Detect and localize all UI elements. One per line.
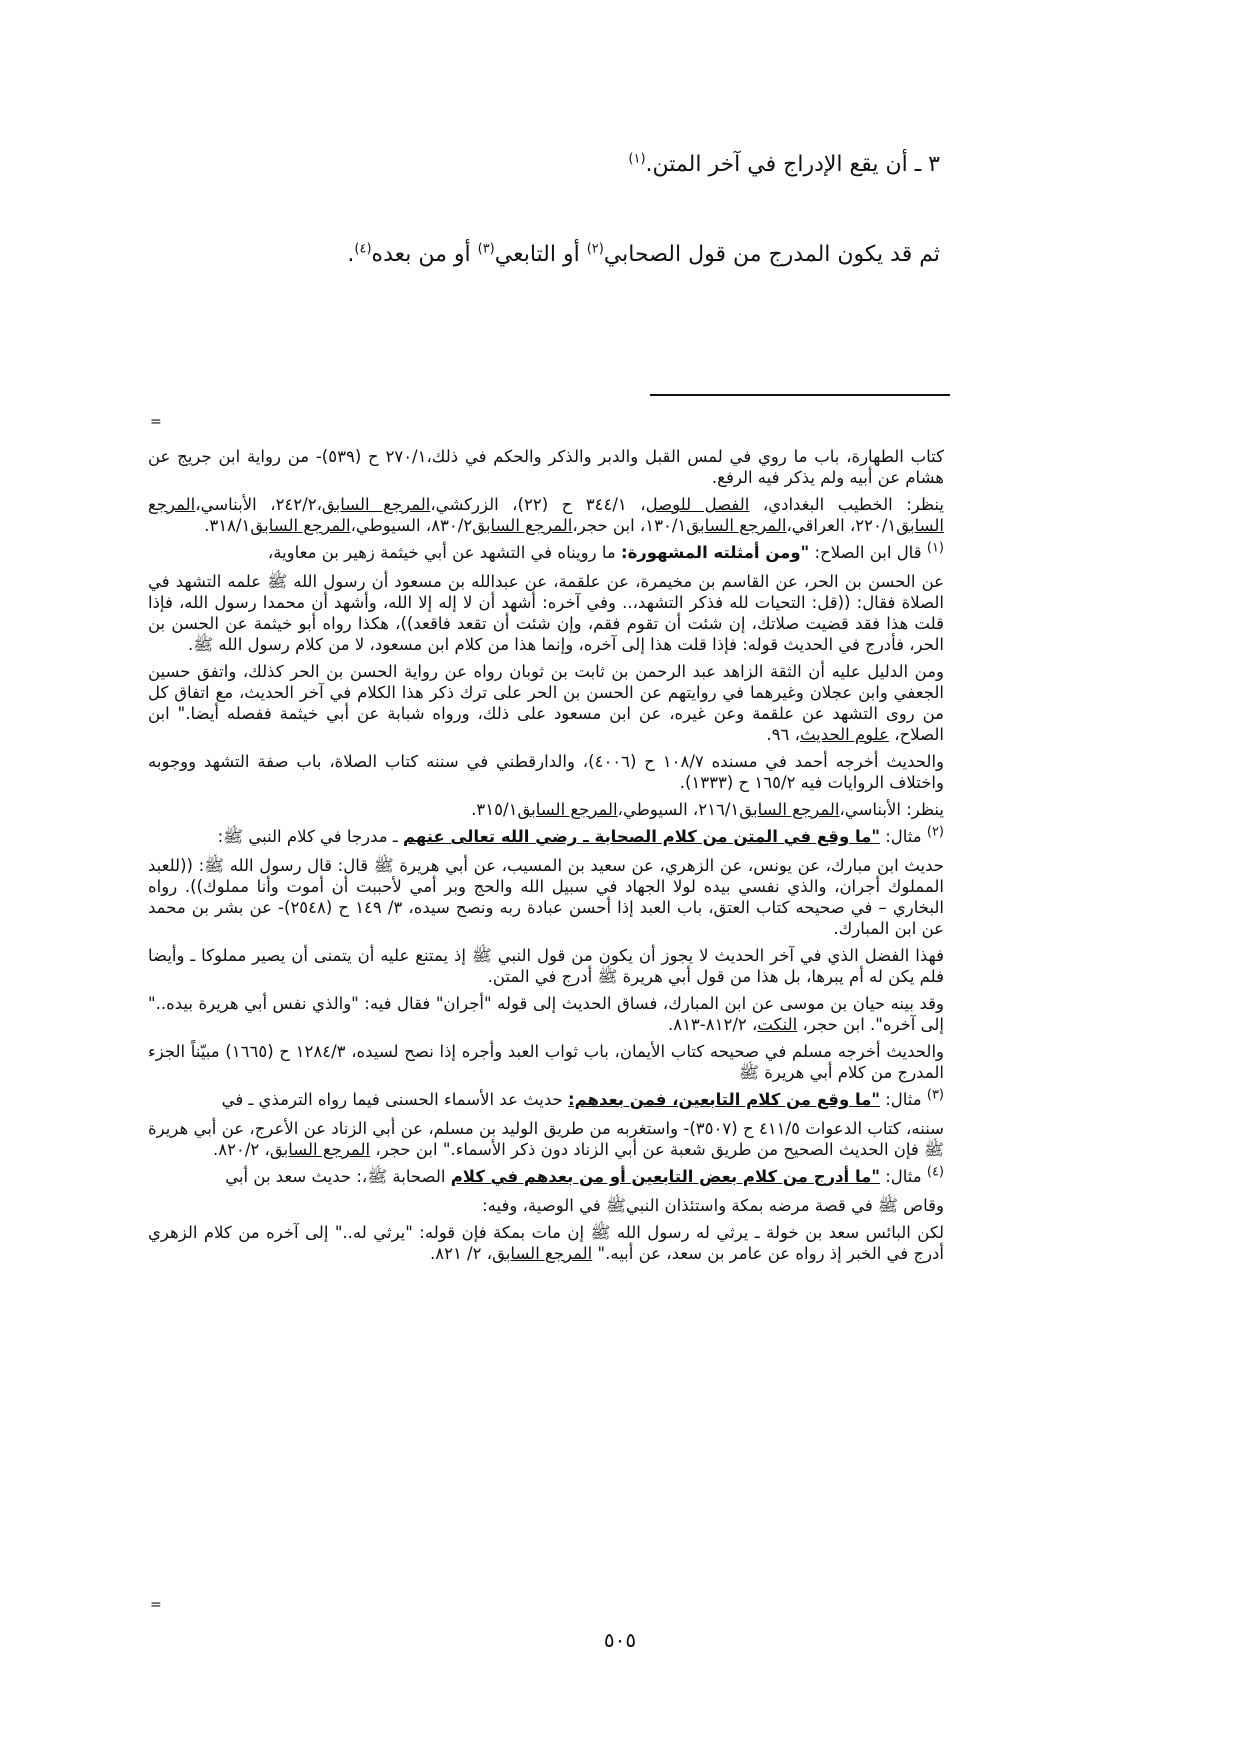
footnote-separator (650, 394, 950, 396)
footnote-3-head: $^{(٣)}$ مثال: "ما وقع من كلام التابعين، فمن بعدهم: حديث عد الأسماء الحسنى فيما رواه الترمذي ـ في (221, 1087, 944, 1109)
footnote-continued-a: كتاب الطهارة، باب ما روي في لمس القبل والدبر والذكر والحكم في ذلك،٢٧٠/١ ح (٥٣٩)- من رواية ابن جريج عن هشام عن أبيه ولم يذكر فيه الرفع. (148, 447, 944, 487)
footnote-2-para-5: والحديث أخرجه مسلم في صحيحه كتاب الأيمان، باب ثواب العبد وأجره إذا نصح لسيده، ١٢٨٤/٣ ح (١٦٦٥) مبيّناً الجزء المدرج من كلام أبي هريرة ﷺ (148, 1042, 945, 1082)
continuation-mark-bottom: = (150, 1597, 162, 1613)
footnote-ref-2: (٢) (586, 241, 604, 257)
continuation-mark-top: = (150, 414, 162, 430)
footnote-ref-1: (١) (628, 151, 646, 167)
footnote-4-para-2: وقاص ﷺ في قصة مرضه بمكة واستئذان النبيﷺ في الوصية، وفيه: (482, 1196, 944, 1215)
footnote-continued-b: ينظر: الخطيب البغدادي، الفصل للوصل، ٣٤٤/١ ح (٢٢)، الزركشي،المرجع السابق،٢٤٢/٢، الأبناسي،المرجع السابق٢٢٠/١، العراقي،المرجع السابق١٣٠/١، ابن حجر،المرجع السابق٨٣٠/٢، السيوطي،المرجع السابق٣١٨/١. (148, 495, 944, 535)
page-number: ٥٠٥ (603, 1628, 637, 1652)
footnote-2-para-3: فهذا الفضل الذي في آخر الحديث لا يجوز أن يكون من قول النبي ﷺ إذ يمتنع عليه أن يتمنى أن يصير مملوكا ـ وأيضا فلم يكن له أم يبرها، بل هذا من قول أبي هريرة ﷺ أدرج في المتن. (148, 946, 944, 986)
footnote-ref-3: (٣) (477, 241, 495, 257)
footnote-1-para-2: عن الحسن بن الحر، عن القاسم بن مخيمرة، عن علقمة، عن عبدالله بن مسعود أن رسول الله ﷺ علمه التشهد في الصلاة فقال: ((قل: التحيات لله فذكر التشهد،.. وفي آخره: أشهد أن لا إله إلا الله، وأشهد أن محمدا رسول الله، فإذا قلت هذا فقد قضيت صلاتك، إن شئت أن تقوم فقم، وإن شئت أن تقعد فاقعد))، هكذا رواه أبو خيثمة عن الحسن بن الحر، فأدرج في الحديث قوله: فإذا قلت هذا إلى آخره، وإنما هذا من كلام ابن مسعود، لا من كلام رسول الله ﷺ. (148, 572, 944, 654)
main-text-line-1: ٣ ـ أن يقع الإدراج في آخر المتن.$^{(١)}$ (628, 151, 940, 177)
footnote-2-para-2: حديث ابن مبارك، عن يونس، عن الزهري، عن سعيد بن المسيب، عن أبي هريرة ﷺ قال: قال رسول الله ﷺ: ((للعبد المملوك أجران، والذي نفسي بيده لولا الجهاد في سبيل الله والحج وبر أمي لأحببت أن أموت وأنا مملوك)). رواه البخاري – في صحيحه كتاب العتق، باب العبد إذا أحسن عبادة ربه ونصح سيده، ٣/ ١٤٩ ح (٢٥٤٨)- عن بشر بن محمد عن ابن المبارك. (148, 856, 944, 938)
footnote-1-head: $^{(١)}$ قال ابن الصلاح: "ومن أمثلته المشهورة: ما رويناه في التشهد عن أبي خيثمة زهير بن معاوية، (267, 540, 944, 562)
footnote-4-head: $^{(٤)}$ مثال: "ما أدرج من كلام بعض التابعين أو من بعدهم في كلام الصحابة ﷺ،: حديث سعد بن أبي (225, 1164, 944, 1186)
footnote-4-para-3: لكن البائس سعد بن خولة ـ يرثي له رسول الله ﷺ إن مات بمكة فإن قوله: "يرثي له.." إلى آخره من كلام الزهري أدرج في الخبر إذ رواه عن عامر بن سعد، عن أبيه." المرجع السابق، ٢/ ٨٢١. (148, 1223, 944, 1263)
footnote-1-para-5: ينظر: الأبناسي،المرجع السابق٢١٦/١، السيوطي،المرجع السابق٣١٥/١. (471, 800, 944, 819)
footnote-1-para-4: والحديث أخرجه أحمد في مسنده ١٠٨/٧ ح (٤٠٠٦)، والدارقطني في سننه كتاب الصلاة، باب صفة التشهد ووجوبه واختلاف الروايات فيه ١٦٥/٢ ح (١٣٣٣). (148, 752, 945, 792)
main-text-line-2: ثم قد يكون المدرج من قول الصحابي$^{(٢)}$ أو التابعي$^{(٣)}$ أو من بعده$^{(٤)}$. (347, 241, 940, 267)
footnote-3-para-2: سننه، كتاب الدعوات ٤١١/٥ ح (٣٥٠٧)- واستغربه من طريق الوليد بن مسلم، عن أبي الزناد عن الأعرج، عن أبي هريرة ﷺ فإن الحديث الصحيح من طريق شعبة عن أبي الزناد دون ذكر الأسماء." ابن حجر، المرجع السابق، ٨٢٠/٢. (148, 1119, 945, 1159)
footnote-2-para-4: وقد بينه حيان بن موسى عن ابن المبارك، فساق الحديث إلى قوله "أجران" فقال فيه: "والذي نفس أبي هريرة بيده.." إلى آخره". ابن حجر، النكت، ٨١٢/٢-٨١٣. (148, 994, 944, 1034)
footnote-2-head: $^{(٢)}$ مثال: "ما وقع في المتن من كلام الصحابة ـ رضي الله تعالى عنهم ـ مدرجا في كلام النبي ﷺ: (217, 824, 944, 846)
footnotes-section (148, 446, 944, 1270)
footnote-1-para-3: ومن الدليل عليه أن الثقة الزاهد عبد الرحمن بن ثابت بن ثوبان رواه عن رواية الحسن بن الحر كذلك، واتفق حسين الجعفي وابن عجلان وغيرهما في روايتهم عن الحسن بن الحر على ترك ذكر هذا الكلام في آخر الحديث، مع اتفاق كل من روى التشهد عن علقمة وعن غيره، عن ابن مسعود على ذلك، ورواه شبابة عن أبي خيثمة ففصله أيضا." ابن الصلاح، علوم الحديث، ٩٦. (148, 662, 944, 744)
footnote-ref-4: (٤) (354, 241, 372, 257)
